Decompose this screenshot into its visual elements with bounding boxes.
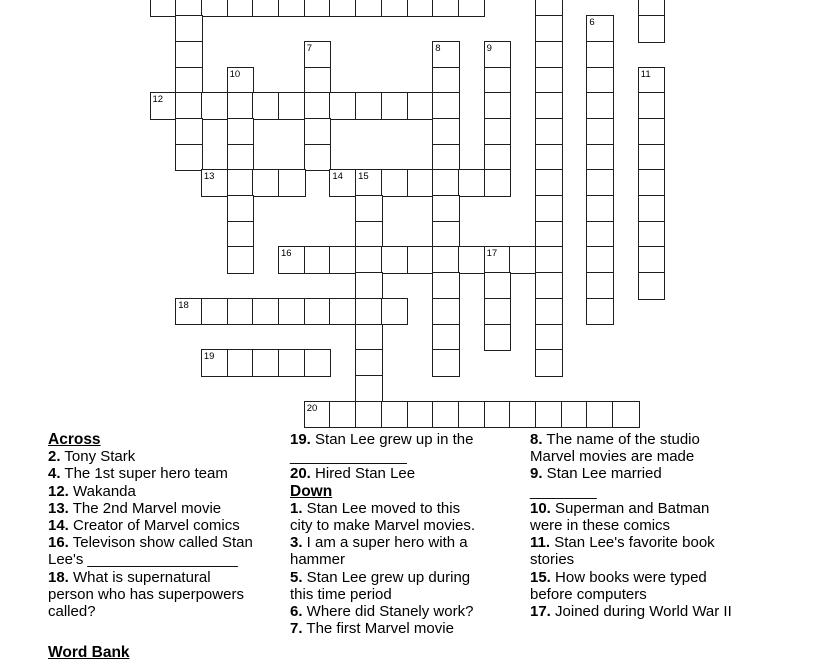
clue-down-6-line-1: 6. Where did Stanely work? xyxy=(290,603,474,621)
grid-cell-r14-c8[interactable] xyxy=(355,349,383,377)
grid-cell-r12-c8[interactable] xyxy=(355,298,383,326)
grid-cell-r3-c1[interactable] xyxy=(175,67,203,95)
grid-cell-r16-c8[interactable] xyxy=(355,401,383,429)
grid-cell-r11-c17[interactable] xyxy=(586,272,614,300)
clue-number: 6. xyxy=(290,603,303,621)
grid-cell-r10-c3[interactable] xyxy=(227,246,255,274)
clue-down-17-line-1: 17. Joined during World War II xyxy=(530,603,732,621)
clue-down-10-line-2: were in these comics xyxy=(530,517,671,535)
clue-down-1-line-2: city to make Marvel movies. xyxy=(290,517,476,535)
down-clue-list-continued xyxy=(530,431,780,620)
clue-down-7 xyxy=(290,620,505,637)
clue-number: 4. xyxy=(48,465,61,483)
grid-cell-r0-c0[interactable] xyxy=(150,0,178,17)
grid-cell-r6-c11[interactable] xyxy=(432,144,460,172)
cell-number-6: 6 xyxy=(589,17,595,29)
clue-column-left xyxy=(48,431,298,660)
grid-cell-r1-c19[interactable] xyxy=(638,15,666,43)
clue-across-19-line-1: 19. Stan Lee grew up in the xyxy=(290,431,474,448)
grid-cell-r2-c1[interactable] xyxy=(175,41,203,69)
grid-cell-r0-c6[interactable] xyxy=(304,0,332,17)
cell-number-14: 14 xyxy=(332,171,343,183)
across-clue-list xyxy=(48,448,298,620)
grid-cell-r0-c9[interactable] xyxy=(381,0,409,17)
grid-cell-r10-c8[interactable] xyxy=(355,246,383,274)
grid-cell-r7-c15[interactable] xyxy=(535,169,563,197)
word-bank-heading: Word Bank xyxy=(48,644,130,660)
cell-number-16: 16 xyxy=(281,248,292,260)
clue-down-5 xyxy=(290,569,505,603)
grid-cell-r12-c4[interactable] xyxy=(252,298,280,326)
clue-down-9 xyxy=(530,465,780,499)
grid-cell-r7-c4[interactable] xyxy=(252,169,280,197)
clue-down-8-line-1: 8. The name of the studio xyxy=(530,431,700,448)
grid-cell-r9-c19[interactable] xyxy=(638,221,666,249)
grid-cell-r7-c9[interactable] xyxy=(381,169,409,197)
grid-cell-r16-c16[interactable] xyxy=(561,401,589,429)
grid-cell-r0-c12[interactable] xyxy=(458,0,486,17)
clue-across-4-line-1: 4. The 1st super hero team xyxy=(48,465,228,483)
cell-number-12: 12 xyxy=(152,94,164,106)
clue-number: 20. xyxy=(290,465,311,483)
clue-number: 5. xyxy=(290,568,303,586)
grid-cell-r0-c4[interactable] xyxy=(252,0,280,17)
grid-cell-r5-c17[interactable] xyxy=(586,118,614,146)
grid-cell-r8-c11[interactable] xyxy=(432,195,460,223)
cell-number-19: 19 xyxy=(203,351,215,363)
grid-cell-r12-c3[interactable] xyxy=(227,298,255,326)
clue-down-10 xyxy=(530,500,780,534)
grid-cell-r14-c15[interactable] xyxy=(535,349,563,377)
grid-cell-r10-c6[interactable] xyxy=(304,246,332,274)
clue-number: 16. xyxy=(48,534,69,552)
clue-down-11 xyxy=(530,534,780,568)
grid-cell-r3-c15[interactable] xyxy=(535,67,563,95)
clue-down-5-line-1: 5. Stan Lee grew up during xyxy=(290,568,471,586)
grid-cell-r16-c18[interactable] xyxy=(612,401,640,429)
cell-number-18: 18 xyxy=(178,299,189,311)
grid-cell-r3-c6[interactable] xyxy=(304,67,332,95)
grid-cell-r14-c6[interactable] xyxy=(304,349,332,377)
clue-number: 13. xyxy=(48,499,69,517)
clue-across-20 xyxy=(290,465,505,482)
grid-cell-r4-c2[interactable] xyxy=(201,92,229,120)
clue-across-18-line-2: person who has superpowers xyxy=(48,585,244,603)
clue-across-18 xyxy=(48,569,298,621)
grid-cell-r6-c17[interactable] xyxy=(586,144,614,172)
cell-number-7: 7 xyxy=(306,42,312,54)
grid-cell-r10-c15[interactable] xyxy=(535,246,563,274)
grid-cell-r4-c3[interactable] xyxy=(227,92,255,120)
grid-cell-r12-c2[interactable] xyxy=(201,298,229,326)
clue-down-11-line-1: 11. Stan Lee's favorite book xyxy=(530,534,715,552)
clue-number: 18. xyxy=(48,568,69,586)
clue-across-14-line-1: 14. Creator of Marvel comics xyxy=(48,517,240,535)
grid-cell-r16-c10[interactable] xyxy=(407,401,435,429)
clue-down-10-line-1: 10. Superman and Batman xyxy=(530,499,710,517)
clue-down-17 xyxy=(530,603,780,620)
clue-across-14 xyxy=(48,517,298,534)
grid-cell-r5-c6[interactable] xyxy=(304,118,332,146)
grid-cell-r16-c7[interactable] xyxy=(329,401,357,429)
grid-cell-r12-c9[interactable] xyxy=(381,298,409,326)
grid-cell-r10-c9[interactable] xyxy=(381,246,409,274)
clue-across-19 xyxy=(290,431,505,465)
grid-cell-r16-c9[interactable] xyxy=(381,401,409,429)
clue-number: 9. xyxy=(530,465,543,483)
grid-cell-r4-c1[interactable] xyxy=(175,92,203,120)
clue-down-6 xyxy=(290,603,505,620)
grid-cell-r5-c1[interactable] xyxy=(175,118,203,146)
grid-cell-r7-c3[interactable] xyxy=(227,169,255,197)
grid-cell-r6-c3[interactable] xyxy=(227,144,255,172)
clue-down-5-line-2: this time period xyxy=(290,585,392,603)
grid-cell-r2-c17[interactable] xyxy=(586,41,614,69)
grid-cell-r14-c11[interactable] xyxy=(432,349,460,377)
grid-cell-r14-c4[interactable] xyxy=(252,349,280,377)
grid-cell-r3-c13[interactable] xyxy=(484,67,512,95)
grid-cell-r4-c11[interactable] xyxy=(432,92,460,120)
clue-across-20-line-1: 20. Hired Stan Lee xyxy=(290,465,416,483)
grid-cell-r12-c7[interactable] xyxy=(329,298,357,326)
clue-down-8-line-2: Marvel movies are made xyxy=(530,448,695,466)
grid-cell-r9-c15[interactable] xyxy=(535,221,563,249)
grid-cell-r13-c13[interactable] xyxy=(484,324,512,352)
grid-cell-r0-c10[interactable] xyxy=(407,0,435,17)
clue-across-2 xyxy=(48,448,298,465)
clue-across-16-line-1: 16. Televison show called Stan xyxy=(48,534,253,552)
grid-cell-r3-c11[interactable] xyxy=(432,67,460,95)
clue-down-3 xyxy=(290,534,505,568)
grid-cell-r12-c5[interactable] xyxy=(278,298,306,326)
grid-cell-r1-c15[interactable] xyxy=(535,15,563,43)
cell-number-8: 8 xyxy=(435,42,441,54)
clue-number: 17. xyxy=(530,603,551,621)
grid-cell-r0-c11[interactable] xyxy=(432,0,460,17)
cell-number-9: 9 xyxy=(486,42,492,54)
grid-cell-r10-c12[interactable] xyxy=(458,246,486,274)
grid-cell-r6-c1[interactable] xyxy=(175,144,203,172)
grid-cell-r16-c14[interactable] xyxy=(509,401,537,429)
clue-across-18-line-3: called? xyxy=(48,603,96,621)
grid-cell-r9-c3[interactable] xyxy=(227,221,255,249)
cell-number-20: 20 xyxy=(306,402,318,414)
grid-cell-r16-c17[interactable] xyxy=(586,401,614,429)
clue-number: 15. xyxy=(530,568,551,586)
clue-across-16-line-2: Lee's __________________ xyxy=(48,551,238,569)
clue-column-right xyxy=(530,431,780,620)
grid-cell-r6-c15[interactable] xyxy=(535,144,563,172)
clue-across-12-line-1: 12. Wakanda xyxy=(48,482,136,500)
clue-across-2-line-1: 2. Tony Stark xyxy=(48,448,136,466)
grid-cell-r6-c19[interactable] xyxy=(638,144,666,172)
clue-number: 10. xyxy=(530,499,551,517)
grid-cell-r7-c19[interactable] xyxy=(638,169,666,197)
cell-number-10: 10 xyxy=(229,68,241,80)
clue-down-1-line-1: 1. Stan Lee moved to this xyxy=(290,499,461,517)
grid-cell-r7-c11[interactable] xyxy=(432,169,460,197)
grid-cell-r9-c8[interactable] xyxy=(355,221,383,249)
clue-number: 7. xyxy=(290,620,303,638)
grid-cell-r5-c19[interactable] xyxy=(638,118,666,146)
clue-down-1 xyxy=(290,500,505,534)
grid-cell-r0-c8[interactable] xyxy=(355,0,383,17)
clue-down-11-line-2: stories xyxy=(530,551,575,569)
grid-cell-r16-c15[interactable] xyxy=(535,401,563,429)
grid-cell-r7-c17[interactable] xyxy=(586,169,614,197)
grid-cell-r4-c9[interactable] xyxy=(381,92,409,120)
grid-cell-r12-c13[interactable] xyxy=(484,298,512,326)
clue-across-18-line-1: 18. What is supernatural xyxy=(48,568,211,586)
down-heading: Down xyxy=(290,482,333,500)
grid-cell-r4-c10[interactable] xyxy=(407,92,435,120)
clue-number: 11. xyxy=(530,534,551,552)
grid-cell-r11-c8[interactable] xyxy=(355,272,383,300)
clue-down-15-line-1: 15. How books were typed xyxy=(530,568,707,586)
grid-cell-r0-c5[interactable] xyxy=(278,0,306,17)
grid-cell-r11-c11[interactable] xyxy=(432,272,460,300)
grid-cell-r0-c2[interactable] xyxy=(201,0,229,17)
grid-cell-r4-c4[interactable] xyxy=(252,92,280,120)
clue-number: 1. xyxy=(290,499,303,517)
clue-down-15 xyxy=(530,569,780,603)
clue-number: 3. xyxy=(290,534,303,552)
grid-cell-r4-c7[interactable] xyxy=(329,92,357,120)
grid-cell-r12-c17[interactable] xyxy=(586,298,614,326)
clue-across-19-line-2: ______________ xyxy=(290,448,407,466)
grid-cell-r4-c5[interactable] xyxy=(278,92,306,120)
clue-number: 8. xyxy=(530,431,543,448)
clue-across-4 xyxy=(48,465,298,482)
clue-across-12 xyxy=(48,483,298,500)
grid-cell-r14-c5[interactable] xyxy=(278,349,306,377)
cell-number-11: 11 xyxy=(640,68,651,80)
grid-cell-r4-c15[interactable] xyxy=(535,92,563,120)
clue-number: 19. xyxy=(290,431,311,448)
clue-down-8 xyxy=(530,431,780,465)
grid-cell-r5-c3[interactable] xyxy=(227,118,255,146)
grid-cell-r3-c17[interactable] xyxy=(586,67,614,95)
grid-cell-r4-c6[interactable] xyxy=(304,92,332,120)
grid-cell-r8-c3[interactable] xyxy=(227,195,255,223)
clue-down-7-line-1: 7. The first Marvel movie xyxy=(290,620,454,638)
clue-down-9-line-2: ________ xyxy=(530,482,597,500)
clue-number: 12. xyxy=(48,482,69,500)
grid-cell-r13-c15[interactable] xyxy=(535,324,563,352)
grid-cell-r11-c15[interactable] xyxy=(535,272,563,300)
grid-cell-r4-c19[interactable] xyxy=(638,92,666,120)
grid-cell-r9-c11[interactable] xyxy=(432,221,460,249)
clue-number: 14. xyxy=(48,517,69,535)
down-clue-list xyxy=(290,500,505,638)
grid-cell-r10-c17[interactable] xyxy=(586,246,614,274)
grid-cell-r7-c10[interactable] xyxy=(407,169,435,197)
grid-cell-r6-c13[interactable] xyxy=(484,144,512,172)
grid-cell-r13-c8[interactable] xyxy=(355,324,383,352)
grid-cell-r10-c11[interactable] xyxy=(432,246,460,274)
grid-cell-r2-c15[interactable] xyxy=(535,41,563,69)
grid-cell-r0-c3[interactable] xyxy=(227,0,255,17)
grid-cell-r10-c7[interactable] xyxy=(329,246,357,274)
across-heading: Across xyxy=(48,431,101,448)
grid-cell-r6-c6[interactable] xyxy=(304,144,332,172)
grid-cell-r4-c17[interactable] xyxy=(586,92,614,120)
across-clue-list-continued xyxy=(290,431,505,483)
grid-cell-r7-c12[interactable] xyxy=(458,169,486,197)
grid-cell-r10-c14[interactable] xyxy=(509,246,537,274)
grid-cell-r10-c19[interactable] xyxy=(638,246,666,274)
cell-number-17: 17 xyxy=(486,248,498,260)
grid-cell-r11-c19[interactable] xyxy=(638,272,666,300)
clue-down-3-line-1: 3. I am a super hero with a xyxy=(290,534,468,552)
grid-cell-r8-c8[interactable] xyxy=(355,195,383,223)
grid-cell-r12-c6[interactable] xyxy=(304,298,332,326)
grid-cell-r10-c10[interactable] xyxy=(407,246,435,274)
clue-across-13-line-1: 13. The 2nd Marvel movie xyxy=(48,499,222,517)
grid-cell-r16-c12[interactable] xyxy=(458,401,486,429)
grid-cell-r4-c13[interactable] xyxy=(484,92,512,120)
grid-cell-r5-c11[interactable] xyxy=(432,118,460,146)
clue-down-9-line-1: 9. Stan Lee married xyxy=(530,465,662,483)
grid-cell-r4-c8[interactable] xyxy=(355,92,383,120)
grid-cell-r15-c8[interactable] xyxy=(355,375,383,403)
grid-cell-r12-c15[interactable] xyxy=(535,298,563,326)
grid-cell-r11-c13[interactable] xyxy=(484,272,512,300)
clue-down-15-line-2: before computers xyxy=(530,585,647,603)
cell-number-15: 15 xyxy=(358,171,369,183)
grid-cell-r16-c13[interactable] xyxy=(484,401,512,429)
clue-down-3-line-2: hammer xyxy=(290,551,346,569)
grid-cell-r7-c13[interactable] xyxy=(484,169,512,197)
grid-cell-r14-c3[interactable] xyxy=(227,349,255,377)
grid-cell-r5-c15[interactable] xyxy=(535,118,563,146)
clue-across-16 xyxy=(48,534,298,568)
clue-across-13 xyxy=(48,500,298,517)
grid-cell-r0-c7[interactable] xyxy=(329,0,357,17)
grid-cell-r7-c5[interactable] xyxy=(278,169,306,197)
grid-cell-r5-c13[interactable] xyxy=(484,118,512,146)
grid-cell-r13-c11[interactable] xyxy=(432,324,460,352)
grid-cell-r16-c11[interactable] xyxy=(432,401,460,429)
clue-column-middle xyxy=(290,431,505,637)
clue-number: 2. xyxy=(48,448,61,466)
grid-cell-r8-c15[interactable] xyxy=(535,195,563,223)
grid-cell-r8-c19[interactable] xyxy=(638,195,666,223)
grid-cell-r1-c1[interactable] xyxy=(175,15,203,43)
grid-cell-r9-c17[interactable] xyxy=(586,221,614,249)
grid-cell-r12-c11[interactable] xyxy=(432,298,460,326)
grid-cell-r8-c17[interactable] xyxy=(586,195,614,223)
cell-number-13: 13 xyxy=(203,171,215,183)
